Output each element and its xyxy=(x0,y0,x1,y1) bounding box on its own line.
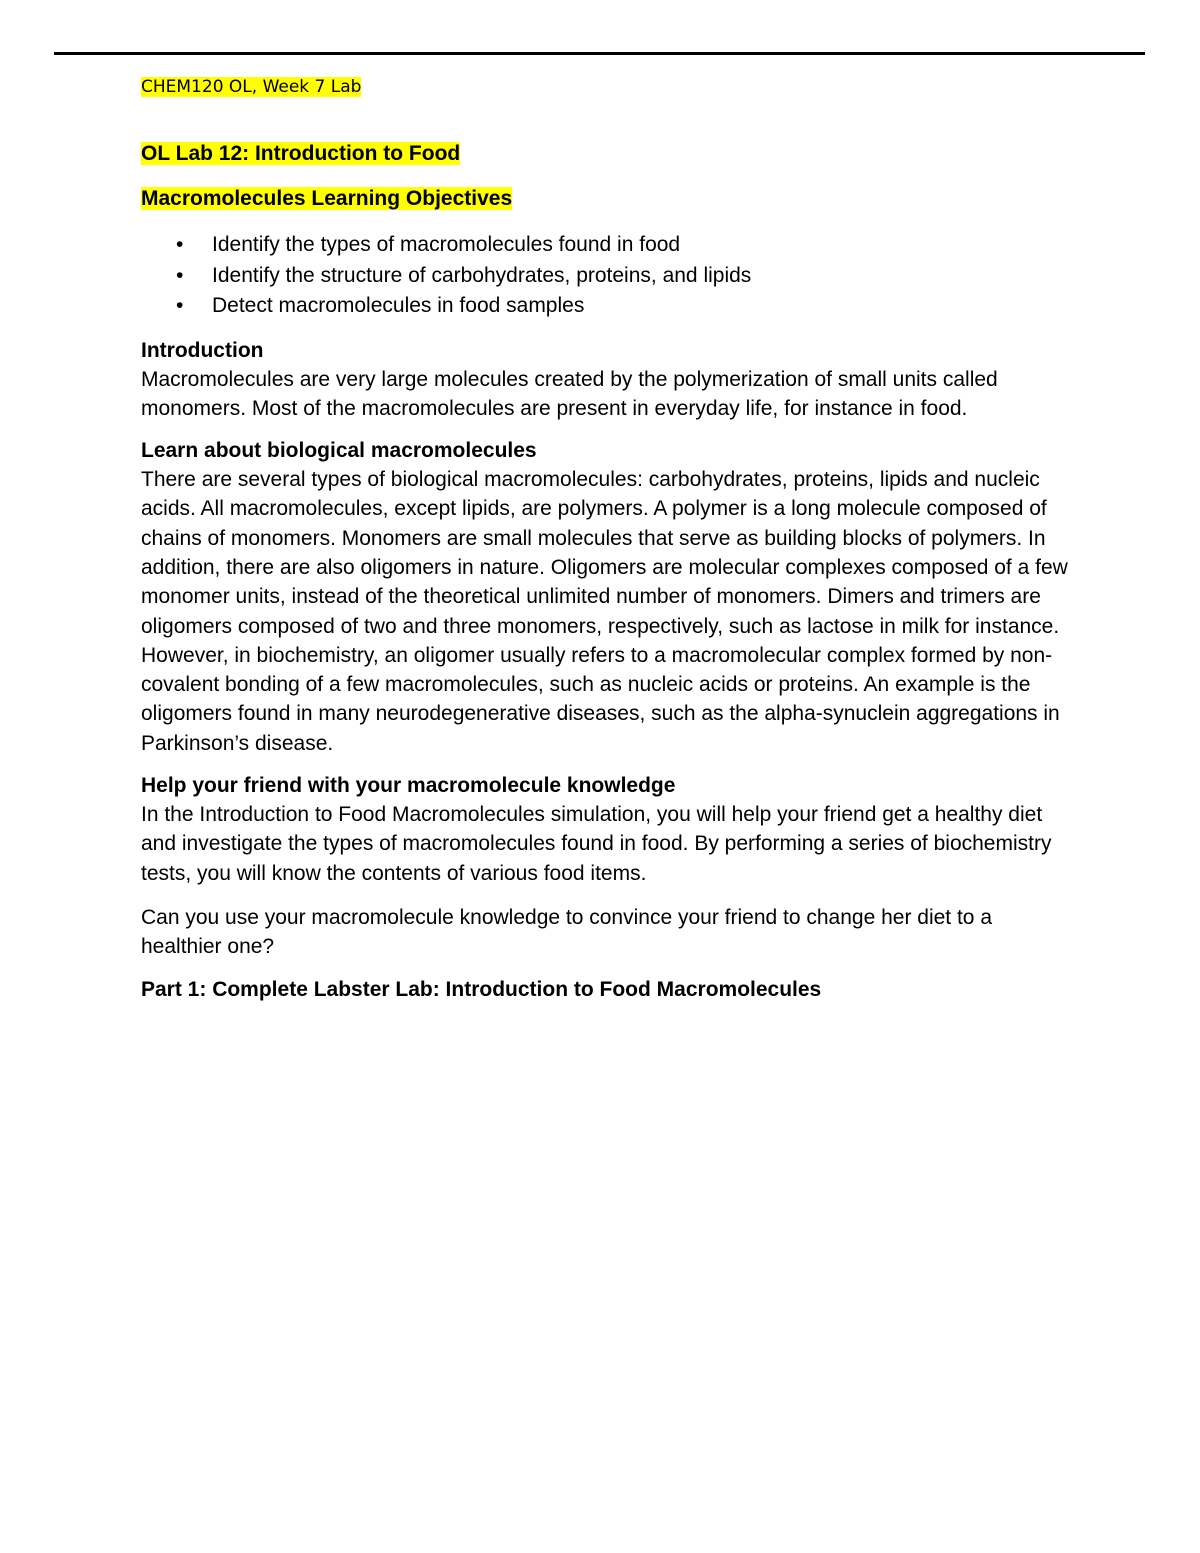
learn-section xyxy=(141,436,1071,758)
learn-body: There are several types of biological macromolecules: carbohydrates, proteins, lipids and nucleic acids. All macromolecules, except lipids, are polymers. A polymer is a long molecule composed of chains of monomers. Monomers are small molecules that serve as building blocks of polymers. In addition, there are also oligomers in nature. Oligomers are molecular complexes composed of a few monomer units, instead of the theoretical unlimited number of monomers. Dimers and trimers are oligomers composed of two and three monomers, respectively, such as lactose in milk for instance. However, in biochemistry, an oligomer usually refers to a macromolecular complex formed by non-covalent bonding of a few macromolecules, such as nucleic acids or proteins. An example is the oligomers found in many neurodegenerative diseases, such as the alpha-synuclein aggregations in Parkinson’s disease. xyxy=(141,468,1068,755)
help-section xyxy=(141,771,1071,961)
bullet-icon: • xyxy=(176,263,184,287)
introduction-heading: Introduction xyxy=(141,338,264,362)
header-rule xyxy=(54,52,1145,55)
course-label-text: CHEM120 OL, Week 7 Lab xyxy=(141,77,362,97)
objectives-list xyxy=(141,230,1071,322)
objectives-title-text: Macromolecules Learning Objectives xyxy=(141,187,513,210)
objective-item xyxy=(141,261,1071,292)
introduction-body: Macromolecules are very large molecules created by the polymerization of small units called monomers. Most of the macromolecules are present in everyday life, for instance in food. xyxy=(141,367,998,420)
course-label xyxy=(141,74,1071,100)
learn-heading: Learn about biological macromolecules xyxy=(141,439,537,463)
help-question: Can you use your macromolecule knowledge to convince your friend to change her diet to a healthier one? xyxy=(141,905,992,959)
bullet-icon: • xyxy=(176,294,184,317)
document-body xyxy=(141,74,1071,1004)
introduction-section xyxy=(141,336,1071,424)
help-body: In the Introduction to Food Macromolecules simulation, you will help your friend get a healthy diet and investigate the types of macromolecules found in food. By performing a series of biochemistry tests, you will know the contents of various food items. xyxy=(141,803,1052,885)
objectives-title xyxy=(141,185,1071,213)
bullet-icon: • xyxy=(176,233,184,256)
part1-section xyxy=(141,975,1071,1004)
objective-item xyxy=(141,230,1071,261)
objective-text: Identify the structure of carbohydrates, proteins, and lipids xyxy=(212,263,752,287)
objective-text: Identify the types of macromolecules found in food xyxy=(212,233,681,256)
lab-title-text: OL Lab 12: Introduction to Food xyxy=(141,142,461,165)
lab-title xyxy=(141,140,1071,168)
part1-heading: Part 1: Complete Labster Lab: Introduction to Food Macromolecules xyxy=(141,977,822,1001)
help-heading: Help your friend with your macromolecule knowledge xyxy=(141,774,676,798)
objective-item xyxy=(141,291,1071,322)
objective-text: Detect macromolecules in food samples xyxy=(212,294,585,317)
